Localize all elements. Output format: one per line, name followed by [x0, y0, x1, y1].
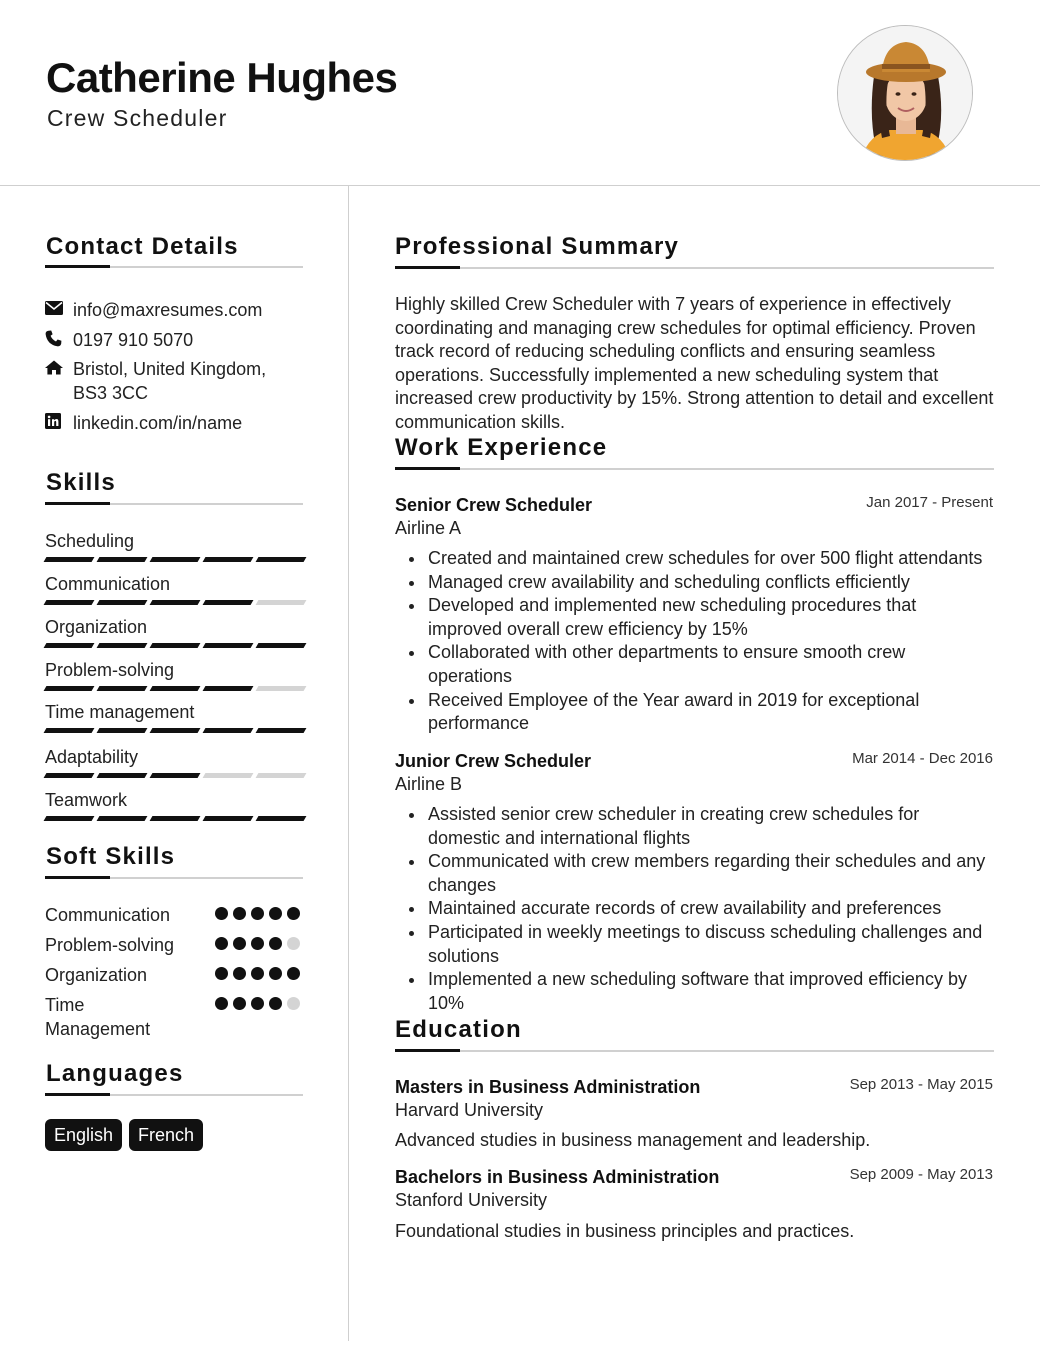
- skill-label: Organization: [45, 617, 148, 637]
- contact-section-title: Contact Details: [46, 233, 239, 260]
- envelope-icon: [45, 298, 73, 318]
- soft-skill-row: [45, 933, 303, 957]
- skill-level-segment: [150, 686, 201, 691]
- rating-dot: [287, 967, 300, 980]
- skill-level-segment: [44, 816, 95, 821]
- skill-row: [45, 789, 303, 811]
- languages-section-rule: [45, 1094, 303, 1096]
- soft-skills-section-title: Soft Skills: [46, 843, 176, 870]
- job-bullet: Implemented a new scheduling software that improved efficiency by 10%: [395, 968, 997, 1015]
- rating-dot: [215, 967, 228, 980]
- skill-level-bar: [45, 728, 305, 733]
- rating-dot: [287, 937, 300, 950]
- skill-label: Scheduling: [45, 531, 135, 551]
- skill-level-segment: [256, 773, 307, 778]
- skill-level-segment: [97, 728, 148, 733]
- job-bullet: Received Employee of the Year award in 2019 for exceptional performance: [395, 689, 955, 736]
- summary-section-rule: [395, 267, 994, 269]
- job-bullet: Created and maintained crew schedules for over 500 flight attendants: [395, 547, 997, 571]
- contact-phone[interactable]: [45, 328, 305, 352]
- skill-row: [45, 746, 303, 768]
- skill-level-segment: [203, 816, 254, 821]
- skill-row: [45, 701, 303, 723]
- skill-level-bar: [45, 600, 305, 605]
- rating-dot: [215, 937, 228, 950]
- job-dates: Mar 2014 - Dec 2016: [852, 750, 993, 767]
- rating-dot: [233, 997, 246, 1010]
- rating-dot: [251, 967, 264, 980]
- soft-skill-row: [45, 963, 303, 987]
- skill-level-segment: [256, 686, 307, 691]
- edu-degree: Masters in Business Administration: [395, 1077, 701, 1097]
- home-icon: [45, 357, 73, 377]
- job-bullet: Developed and implemented new scheduling procedures that improved overall crew efficiency by 15%: [395, 594, 955, 641]
- soft-skill-rating: [215, 907, 300, 920]
- soft-skill-label: Communication: [45, 905, 171, 925]
- skill-level-segment: [44, 773, 95, 778]
- skills-section-title: Skills: [46, 469, 116, 496]
- skill-level-segment: [203, 686, 254, 691]
- rating-dot: [269, 907, 282, 920]
- skill-level-bar: [45, 816, 305, 821]
- skill-level-segment: [203, 773, 254, 778]
- skill-level-segment: [97, 643, 148, 648]
- job-bullet: Maintained accurate records of crew availability and preferences: [395, 897, 997, 921]
- skill-level-segment: [150, 643, 201, 648]
- job-bullet: Collaborated with other departments to ensure smooth crew operations: [395, 641, 955, 688]
- experience-section-title: Work Experience: [395, 434, 608, 461]
- soft-skill-rating: [215, 937, 300, 950]
- skill-level-segment: [256, 728, 307, 733]
- rating-dot: [233, 937, 246, 950]
- job-bullets: [395, 803, 997, 1015]
- rating-dot: [233, 967, 246, 980]
- education-section-title: Education: [395, 1016, 522, 1043]
- soft-skill-row: [45, 993, 303, 1041]
- skill-level-segment: [44, 728, 95, 733]
- skill-level-bar: [45, 773, 305, 778]
- resume-header: [0, 0, 1040, 186]
- skill-level-bar: [45, 643, 305, 648]
- edu-school: Harvard University: [395, 1100, 544, 1120]
- rating-dot: [269, 997, 282, 1010]
- job-bullet: Managed crew availability and scheduling conflicts efficiently: [395, 571, 997, 595]
- rating-dot: [215, 997, 228, 1010]
- skill-label: Teamwork: [45, 790, 128, 810]
- rating-dot: [269, 937, 282, 950]
- skill-level-segment: [44, 557, 95, 562]
- contact-linkedin[interactable]: [45, 411, 305, 435]
- contact-email-text: info@maxresumes.com: [73, 300, 263, 320]
- skill-level-bar: [45, 686, 305, 691]
- job-bullet: Participated in weekly meetings to discuss scheduling challenges and solutions: [395, 921, 997, 968]
- summary-section-title: Professional Summary: [395, 233, 680, 260]
- skill-row: [45, 573, 303, 595]
- skill-level-segment: [97, 686, 148, 691]
- skill-level-segment: [256, 557, 307, 562]
- skill-level-segment: [203, 557, 254, 562]
- soft-skill-label: Organization: [45, 965, 148, 985]
- skill-level-segment: [203, 600, 254, 605]
- soft-skill-label: Problem-solving: [45, 935, 175, 955]
- job-title: Senior Crew Scheduler: [395, 495, 593, 515]
- rating-dot: [215, 907, 228, 920]
- contact-section-rule: [45, 266, 303, 268]
- skill-level-segment: [150, 728, 201, 733]
- education-section-rule: [395, 1050, 994, 1052]
- skill-level-segment: [150, 816, 201, 821]
- phone-icon: [45, 328, 73, 348]
- rating-dot: [287, 907, 300, 920]
- skill-label: Problem-solving: [45, 660, 175, 680]
- edu-dates: Sep 2009 - May 2013: [849, 1166, 993, 1183]
- skill-row: [45, 659, 303, 681]
- skill-level-segment: [150, 557, 201, 562]
- skill-level-segment: [256, 816, 307, 821]
- edu-dates: Sep 2013 - May 2015: [849, 1076, 993, 1093]
- contact-phone-text: 0197 910 5070: [73, 330, 194, 350]
- rating-dot: [251, 907, 264, 920]
- edu-description: Foundational studies in business principles and practices.: [395, 1221, 855, 1241]
- skill-level-segment: [150, 600, 201, 605]
- rating-dot: [251, 997, 264, 1010]
- candidate-name: Catherine Hughes: [46, 54, 398, 101]
- rating-dot: [233, 907, 246, 920]
- job-title: Junior Crew Scheduler: [395, 751, 592, 771]
- summary-text: Highly skilled Crew Scheduler with 7 years of experience in effectively coordinating and managing crew schedules for optimal efficiency. Proven track record of reducing scheduling conflicts and ensuring seamless operations. Successfully implemented a new scheduling system that increased crew productivity by 15%. Strong attention to detail and excellent communication skills.: [395, 294, 994, 432]
- skill-level-segment: [203, 643, 254, 648]
- soft-skill-rating: [215, 997, 300, 1010]
- soft-skills-section-rule: [45, 877, 303, 879]
- skill-label: Communication: [45, 574, 171, 594]
- job-dates: Jan 2017 - Present: [866, 494, 993, 511]
- languages-list: [45, 1119, 203, 1151]
- language-badge: French: [129, 1119, 203, 1151]
- languages-section-title: Languages: [46, 1060, 184, 1087]
- experience-section-rule: [395, 468, 994, 470]
- skills-section-rule: [45, 503, 303, 505]
- job-company: Airline A: [395, 518, 462, 538]
- skill-level-segment: [44, 643, 95, 648]
- job-bullet: Assisted senior crew scheduler in creating crew schedules for domestic and international flights: [395, 803, 955, 850]
- language-badge: English: [45, 1119, 122, 1151]
- job-company: Airline B: [395, 774, 463, 794]
- skill-label: Adaptability: [45, 747, 139, 767]
- skill-level-segment: [44, 600, 95, 605]
- skill-level-segment: [150, 773, 201, 778]
- skill-level-segment: [97, 773, 148, 778]
- skill-row: [45, 616, 303, 638]
- skill-level-segment: [97, 816, 148, 821]
- skill-row: [45, 530, 303, 552]
- rating-dot: [269, 967, 282, 980]
- soft-skill-rating: [215, 967, 300, 980]
- column-divider: [348, 186, 349, 1341]
- soft-skill-label: Time Management: [45, 995, 151, 1039]
- candidate-title: Crew Scheduler: [47, 105, 228, 131]
- rating-dot: [287, 997, 300, 1010]
- edu-school: Stanford University: [395, 1190, 548, 1210]
- contact-linkedin-text: linkedin.com/in/name: [73, 413, 243, 433]
- skill-level-segment: [256, 600, 307, 605]
- skill-level-segment: [44, 686, 95, 691]
- skill-level-segment: [97, 600, 148, 605]
- edu-degree: Bachelors in Business Administration: [395, 1167, 720, 1187]
- skill-level-bar: [45, 557, 305, 562]
- skill-level-segment: [203, 728, 254, 733]
- contact-address: [45, 357, 305, 405]
- skill-level-segment: [97, 557, 148, 562]
- contact-email[interactable]: [45, 298, 305, 322]
- job-bullet: Communicated with crew members regarding their schedules and any changes: [395, 850, 997, 897]
- skill-label: Time management: [45, 702, 195, 722]
- profile-photo: [837, 25, 973, 161]
- rating-dot: [251, 937, 264, 950]
- skill-level-segment: [256, 643, 307, 648]
- contact-address-text: Bristol, United Kingdom, BS3 3CC: [73, 359, 267, 403]
- job-bullets: [395, 547, 997, 736]
- soft-skill-row: [45, 903, 303, 927]
- linkedin-icon: [45, 411, 73, 431]
- edu-description: Advanced studies in business management and leadership.: [395, 1130, 871, 1150]
